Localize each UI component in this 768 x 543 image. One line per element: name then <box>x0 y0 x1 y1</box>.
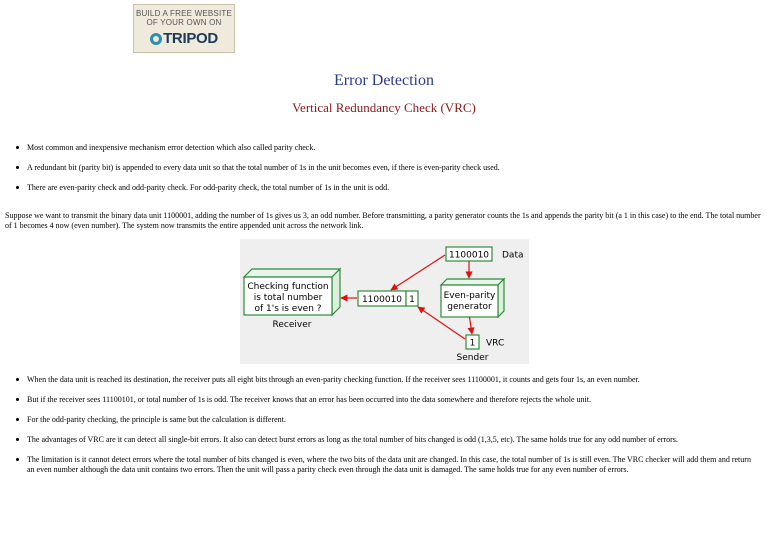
tripod-ad-banner[interactable] <box>133 4 235 53</box>
generator-label-1: Even-parity <box>443 291 496 301</box>
ad-line-1: BUILD A FREE WEBSITE <box>135 9 233 18</box>
generator-box-side <box>498 279 504 317</box>
generator-box-top <box>441 279 504 285</box>
arrow-data-to-unit <box>391 255 445 290</box>
data-label: Data <box>502 250 524 261</box>
receiver-label: Receiver <box>272 320 312 330</box>
checker-label-2: is total number <box>253 293 323 303</box>
intro-bullet-list <box>16 143 756 203</box>
checker-box-side <box>332 269 340 315</box>
list-item: The advantages of VRC are it can detect all single-bit errors. It also can detect burst errors as long as the total number of bits changed is odd (1,3,5, etc). The same holds true for any odd number of errors. <box>16 435 756 445</box>
arrow-generator-to-parity <box>470 317 473 334</box>
parity-bit-value: 1 <box>469 338 476 349</box>
list-item: The limitation is it cannot detect errors where the total number of bits changed is even, where the two bits of the data unit are changed. In this case, the total number of 1s is still even. The VRC checker will add them and return an even number although the data unit contains two errors. Then the unit will pass a parity check even through the data unit is damaged. The same holds true for any even number of errors. <box>16 455 756 475</box>
list-item: Most common and inexpensive mechanism error detection which also called parity check. <box>16 143 756 153</box>
list-item: There are even-parity check and odd-parity check. For odd-parity check, the total number of 1s in the unit is odd. <box>16 183 756 193</box>
list-item: But if the receiver sees 11100101, or total number of 1s is odd. The receiver knows that an error has been occurred into the data somewhere and therefore rejects the whole unit. <box>16 395 756 405</box>
sender-label: Sender <box>456 353 489 363</box>
transmitted-bit-value: 1 <box>409 295 415 305</box>
transmitted-data-value: 1100010 <box>361 295 403 305</box>
checker-label-1: Checking function <box>247 282 329 292</box>
tripod-brand-text: TRIPOD <box>163 30 218 47</box>
page-title: Error Detection <box>334 72 434 89</box>
vrc-diagram <box>240 239 529 364</box>
vrc-diagram-svg <box>240 239 529 364</box>
checker-label-3: of 1's is even ? <box>254 304 322 314</box>
page-subtitle: Vertical Redundancy Check (VRC) <box>292 100 476 115</box>
ad-line-2: OF YOUR OWN ON <box>146 18 222 27</box>
generator-label-2: generator <box>447 302 492 312</box>
list-item: When the data unit is reached its destination, the receiver puts all eight bits through an even-parity checking function. If the receiver sees 11100001, it counts and gets four 1s, an even number. <box>16 375 756 385</box>
data-value: 1100010 <box>448 250 490 261</box>
tripod-logo <box>134 30 234 47</box>
tripod-logo-icon <box>150 33 162 45</box>
list-item: A redundant bit (parity bit) is appended to every data unit so that the total number of 1s in the unit becomes even, if there is even-parity check used. <box>16 163 756 173</box>
vrc-label: VRC <box>486 338 505 349</box>
list-item: For the odd-parity checking, the principle is same but the calculation is different. <box>16 415 756 425</box>
detail-bullet-list <box>16 375 756 485</box>
generator-box <box>441 285 498 317</box>
checker-box-top <box>244 269 340 277</box>
example-paragraph: Suppose we want to transmit the binary data unit 1100001, adding the number of 1s gives us 3, an odd number. Before transmitting, a parity generator counts the 1s and appends the parity bit (a 1 in this case) to the end. The total number of 1 becomes 4 now (even number). The system now transmits the entire appended unit across the network link. <box>5 211 761 230</box>
